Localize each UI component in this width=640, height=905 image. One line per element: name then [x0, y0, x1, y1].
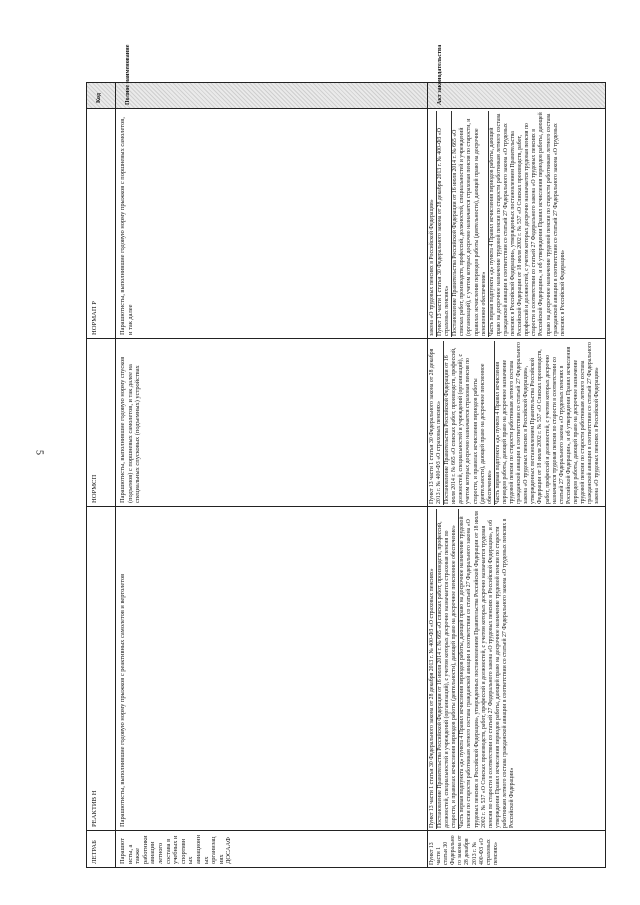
header-name: Полное наименование: [125, 44, 131, 105]
header-code: Код: [96, 93, 102, 103]
table-header-row: [87, 44, 605, 109]
row-name: Парашютисты, выполнившие годовую норму прыжков с поршневых самолетов, и так далее: [119, 117, 134, 335]
table-row: [87, 339, 605, 507]
act-paragraph: закона «О трудовых пенсиях в Российской Федерации»: [429, 111, 437, 337]
act-paragraph: Пункт 13 части 1 статьи 30 Федерального закона от 28 декабря 2013 г. № 400-ФЗ «О страховых пенсиях»: [429, 341, 444, 505]
act-paragraph: Постановление Правительства Российской Федерации от 16 июля 2014 г. № 665 «О списках работ, производств, профессий, должностей, специальностей и учреждений (организаций), с учетом которых досрочно назначается страховая пенсия по старости, и правилах исчисления периодов работы (деятельности), дающей право на досрочное пенсионное обеспечение»: [444, 341, 495, 505]
codes-table: [86, 44, 606, 868]
row-code: НОРМАП Р: [91, 301, 98, 335]
act-paragraph: Часть первая подпункта «д» пункта 4 Правил исчисления периодов работы, дающей право на досрочное назначение трудовой пенсии по старости работникам летного состава гражданской авиации в соответствии со статьей 27 Федерального закона «О трудовых пенсиях в Российской Федерации», утвержденных постановлением Правительства Российской Федерации от 18 июля 2002 г. № 537 «О Списках производств, работ, профессий и должностей, с учетом которых досрочно назначается трудовая пенсия по старости в соответствии со статьей 27 Федерального закона «О трудовых пенсиях в Российской Федерации», и об утверждении Правил исчисления периодов работы, дающей право на досрочное назначение трудовой пенсии по старости работникам летного состава гражданской авиации в соответствии со статьей 27 Федерального закона «О трудовых пенсиях в Российской Федерации»: [488, 112, 566, 336]
row-name: Парашютисты, а также работники авиации летного состава в учебных и спортивных авиационных организациях ДОСААФ: [119, 835, 233, 864]
act-paragraph: Пункт 13 части 1 статьи 30 Федерального закона от 28 декабря 2013 г. № 400-ФЗ «О страховых пенсиях»: [437, 111, 452, 337]
row-act-list: [429, 833, 500, 866]
act-paragraph: Часть первая подпункта «д» пункта 4 Правил исчисления периодов работы, дающей право на досрочное назначение трудовой пенсии по старости работникам летного состава гражданской авиации в соответствии со статьей 27 Федерального закона «О трудовых пенсиях в Российской Федерации», утвержденных постановлением Правительства Российской Федерации от 18 июля 2002 г. № 537 «О Списках производств, работ, профессий и должностей, с учетом которых досрочно назначается трудовая пенсия по старости в соответствии со статьей 27 Федерального закона «О трудовых пенсиях в Российской Федерации», и об утверждении Правил исчисления периодов работы, дающей право на досрочное назначение трудовой пенсии по старости работникам летного состава гражданской авиации в соответствии со статьей 27 Федерального закона «О трудовых пенсиях в Российской Федерации»: [459, 511, 516, 828]
table-row: [87, 109, 605, 339]
act-paragraph: Часть первая подпункта «д» пункта 4 Правил исчисления периодов работы, дающей право на досрочное назначение трудовой пенсии по старости работникам летного состава гражданской авиации в соответствии со статьей 27 Федерального закона «О трудовых пенсиях в Российской Федерации», утвержденных постановлением Правительства Российской Федерации от 18 июля 2002 г. № 537 «О Списках производств, работ, профессий и должностей, с учетом которых досрочно назначается трудовая пенсия по старости в соответствии со статьей 27 Федерального закона «О трудовых пенсиях в Российской Федерации», и об утверждении Правил исчисления периодов работы, дающей право на досрочное назначение трудовой пенсии по старости работникам летного состава гражданской авиации в соответствии со статьей 27 Федерального закона «О трудовых пенсиях в Российской Федерации»: [494, 341, 601, 504]
row-name: Парашютисты, выполнившие годовую норму спусков (подъемов) с поршневых самолетов, и так далее на специальных спусковых (подъемных) устройствах: [119, 356, 142, 503]
row-code: ЛЕТРАБ: [91, 840, 98, 864]
act-paragraph: Пункт 13 части 1 статьи 30 Федерального закона от 28 декабря 2013 г. № 400-ФЗ «О страховых пенсиях»: [429, 509, 437, 829]
act-paragraph: Постановление Правительства Российской Федерации от 16 июля 2014 г. № 665 «О списках работ, производств, профессий, должностей, специальностей и учреждений (организаций), с учетом которых досрочно назначается страховая пенсия по старости, и правилах исчисления периодов работы (деятельности), дающей право на досрочное пенсионное обеспечение»: [452, 111, 488, 337]
row-act-list: [429, 509, 516, 829]
act-paragraph: Постановление Правительства Российской Федерации от 16 июля 2014 г. № 665 «О списках работ, производств, профессий, должностей, специальностей и учреждений (организаций), с учетом которых досрочно назначается страховая пенсия по старости, и правилах исчисления периодов работы (деятельности), дающей право на досрочное пенсионное обеспечение»: [437, 509, 459, 829]
row-act-list: [429, 341, 601, 505]
header-act: Акт законодательства: [437, 44, 443, 105]
row-name: Парашютисты, выполнившие годовую норму прыжков с реактивных самолетов и вертолетов: [119, 573, 126, 827]
table-row: [87, 507, 605, 831]
page-number: 5: [33, 450, 45, 455]
row-code: НОРМСП: [91, 474, 98, 503]
act-paragraph: Пункт 13 части 1 статьи 30 Федерального закона от 28 декабря 2013 г. № 400-ФЗ «О страховых пенсиях»: [429, 835, 499, 865]
table-row: [87, 831, 605, 868]
row-act-list: [429, 111, 567, 337]
row-code: РЕАКТИВ Н: [91, 790, 98, 827]
